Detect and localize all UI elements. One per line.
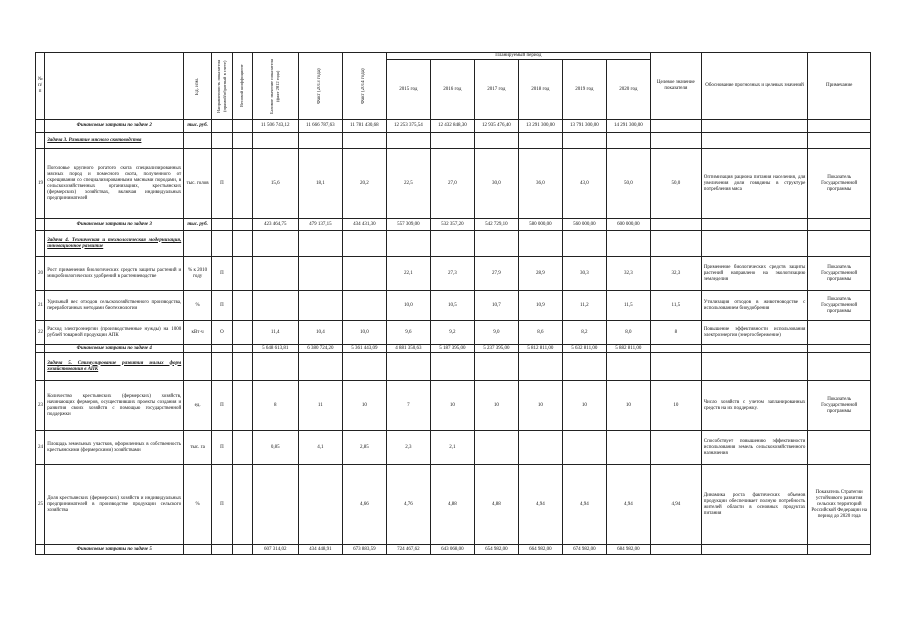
table-row-24 (36, 431, 871, 465)
row-unit: % к 2010 году (184, 257, 212, 291)
fin-value: 724 467,62 (386, 545, 430, 555)
header-year: 2018 год (518, 60, 562, 120)
row-value: 36,0 (518, 149, 562, 219)
row-num: 20 (36, 257, 45, 291)
row-desc: Рост применения биологических средств защиты растений и микробиологических удобрений в растениеводстве (45, 257, 184, 291)
row-direction: П (212, 149, 233, 219)
fin-value: 12 253 375,54 (386, 120, 430, 133)
table-row-20 (36, 257, 871, 291)
row-target: 10 (650, 381, 701, 431)
row-value: 10,5 (430, 291, 474, 321)
row-value: 4,76 (386, 465, 430, 545)
row-value: 9,2 (430, 321, 474, 345)
table-row-19 (36, 149, 871, 219)
row-unit: кВт·ч (184, 321, 212, 345)
fin-value: 11 506 743,12 (252, 120, 298, 133)
row-desc: Удельный вес отходов сельскохозяйственного производства, переработанных методами биотехнологии (45, 291, 184, 321)
header-year: 2019 год (562, 60, 606, 120)
row-unit: % (184, 465, 212, 545)
fin-unit: тыс. руб. (184, 219, 212, 231)
row-justification: Способствует повышению эффективности использования земель сельскохозяйственного назначения (701, 431, 808, 465)
task-row-5 (36, 353, 871, 381)
fin-value: 607 314,02 (252, 545, 298, 555)
row-value: 4,66 (342, 465, 386, 545)
fin-label: Финансовые затраты по задаче 2 (45, 120, 184, 133)
row-justification: Динамика роста фактических объемов продукции обеспечивает полную потребность жителей области в основных продуктах питания (701, 465, 808, 545)
row-note: Показатель Государственной программы (808, 381, 871, 431)
row-value: 7 (386, 381, 430, 431)
table-row-22 (36, 321, 871, 345)
table-row-25 (36, 465, 871, 545)
row-target: 8 (650, 321, 701, 345)
fin-value: 542 729,10 (474, 219, 518, 231)
row-value (252, 291, 298, 321)
row-value: 22,5 (386, 149, 430, 219)
row-note: Показатель Государственной программы (808, 257, 871, 291)
row-value: 27,0 (430, 149, 474, 219)
row-justification: Применение биологических средств защиты растений направлено на экологизацию земледелия (701, 257, 808, 291)
fin-unit: тыс. руб. (184, 120, 212, 133)
row-value: 11,4 (252, 321, 298, 345)
row-value: 8 (252, 381, 298, 431)
row-target: 32,3 (650, 257, 701, 291)
row-value: 2,1 (430, 431, 474, 465)
fin-value: 5 648 613,81 (252, 345, 298, 353)
fin-label: Финансовые затраты по задаче 4 (45, 345, 184, 353)
row-value: 11 (298, 381, 342, 431)
header-note: Примечание (808, 53, 871, 120)
task-row-3 (36, 133, 871, 149)
row-value: 10,0 (386, 291, 430, 321)
table-row-21 (36, 291, 871, 321)
row-value: 10 (342, 381, 386, 431)
row-value (298, 465, 342, 545)
row-value: 2,85 (342, 431, 386, 465)
row-direction: П (212, 381, 233, 431)
fin-value: 12 432 848,30 (430, 120, 474, 133)
row-desc: Поголовье крупного рогатого скота специализированных мясных пород и помесного скота, полученного от скрещивания со специализированными мясными породами, в сельскохозяйственных организациях, крестьянских (фермерских) хозяйствах, включая индивидуальных предпринимателей (45, 149, 184, 219)
header-justification: Обоснование прогнозных и целевых значений (701, 53, 808, 120)
row-value (298, 291, 342, 321)
row-justification: Утилизация отходов в животноводстве с использованием биоудобрения (701, 291, 808, 321)
row-value: 2,3 (386, 431, 430, 465)
fin-value: 5 237 395,00 (474, 345, 518, 353)
fin-value: 479 137,15 (298, 219, 342, 231)
row-value: 8,0 (606, 321, 650, 345)
row-value: 11,5 (606, 291, 650, 321)
fin-value: 13 791 300,00 (562, 120, 606, 133)
row-value: 4,94 (606, 465, 650, 545)
fin-value: 5 812 811,00 (518, 345, 562, 353)
row-desc: Площадь земельных участков, оформленных в собственность крестьянскими (фермерскими) хозяйствами (45, 431, 184, 465)
row-value (252, 465, 298, 545)
row-value: 27,3 (430, 257, 474, 291)
row-num: 19 (36, 149, 45, 219)
header-unit: Ед. изм. (184, 53, 212, 120)
row-direction: П (212, 257, 233, 291)
fin-value: 12 935 476,40 (474, 120, 518, 133)
fin-value: 434 448,91 (298, 545, 342, 555)
row-value: 15,6 (252, 149, 298, 219)
row-num: 24 (36, 431, 45, 465)
row-value (562, 431, 606, 465)
row-note: Показатель Государственной программы (808, 149, 871, 219)
row-value: 30,0 (474, 149, 518, 219)
row-value (298, 257, 342, 291)
row-note (808, 321, 871, 345)
row-value: 50,0 (606, 149, 650, 219)
header-year: 2015 год (386, 60, 430, 120)
header-target: Целевое значение показателя (650, 53, 701, 120)
row-value: 0,85 (252, 431, 298, 465)
row-value: 43,0 (562, 149, 606, 219)
header-base: Базовое значение показателя (факт 2012 года) (252, 53, 298, 120)
fin-value: 14 291 300,00 (606, 120, 650, 133)
row-unit: тыс. голов (184, 149, 212, 219)
row-value: 4,88 (430, 465, 474, 545)
fin-value: 5 882 811,00 (606, 345, 650, 353)
task-row-4 (36, 231, 871, 257)
fin-value: 11 781 430,68 (342, 120, 386, 133)
row-value: 10 (562, 381, 606, 431)
row-value: 11,2 (562, 291, 606, 321)
row-value: 10 (518, 381, 562, 431)
header-direction: Направленность показателя (прямой/обратный в счете) (212, 53, 233, 120)
row-direction: О (212, 321, 233, 345)
fin-label: Финансовые затраты по задаче 5 (45, 545, 184, 555)
row-value: 4,1 (298, 431, 342, 465)
row-note: Показатель Государственной программы (808, 291, 871, 321)
row-note: Показатель Стратегии устойчивого развития сельских территорий Российской Федерации на период до 2020 года (808, 465, 871, 545)
row-value (252, 257, 298, 291)
fin-row-task4 (36, 345, 871, 353)
row-target: 11,5 (650, 291, 701, 321)
header-weight: Весовой коэффициент (232, 53, 252, 120)
row-value: 9,0 (474, 321, 518, 345)
fin-value: 643 068,00 (430, 545, 474, 555)
row-num: 22 (36, 321, 45, 345)
row-value: 22,1 (386, 257, 430, 291)
fin-value: 13 291 300,00 (518, 120, 562, 133)
row-value: 10,4 (298, 321, 342, 345)
fin-value: 532 357,20 (430, 219, 474, 231)
row-value: 8,6 (518, 321, 562, 345)
fin-value: 11 666 787,63 (298, 120, 342, 133)
table-row-23 (36, 381, 871, 431)
row-value: 10,0 (342, 321, 386, 345)
fin-value: 654 982,00 (474, 545, 518, 555)
row-value: 30,3 (562, 257, 606, 291)
task-title: Задача 5. Стимулирование развития малых форм хозяйствования в АПК (45, 353, 184, 381)
row-unit: тыс. га (184, 431, 212, 465)
row-value (474, 431, 518, 465)
row-value: 10 (430, 381, 474, 431)
row-target: 50,0 (650, 149, 701, 219)
fin-value: 5 632 811,00 (562, 345, 606, 353)
fin-value: 674 982,00 (562, 545, 606, 555)
fin-row-task2 (36, 120, 871, 133)
row-value: 20,2 (342, 149, 386, 219)
fin-value: 664 982,00 (518, 545, 562, 555)
fin-value: 600 000,00 (606, 219, 650, 231)
row-desc: Доля крестьянских (фермерских) хозяйств и индивидуальных предпринимателей в производстве продукции сельского хозяйства (45, 465, 184, 545)
row-num: 25 (36, 465, 45, 545)
row-justification: Оптимизация рациона питания населения, для увеличения доли говядины в структуре потребления мяса (701, 149, 808, 219)
row-value: 8,2 (562, 321, 606, 345)
row-value: 4,88 (474, 465, 518, 545)
row-unit: ед. (184, 381, 212, 431)
row-desc: Расход электроэнергии (производственные нужды) на 1000 рублей товарной продукции АПК (45, 321, 184, 345)
fin-value: 423 464,75 (252, 219, 298, 231)
row-value (342, 291, 386, 321)
indicators-table (35, 52, 871, 555)
row-note (808, 431, 871, 465)
fin-value: 580 000,00 (518, 219, 562, 231)
row-value (606, 431, 650, 465)
task-title: Задача 4. Техническая и технологическая модернизация, инновационное развитие (45, 231, 184, 257)
row-justification: Повышение эффективности использования электроэнергии (энергосбережение) (701, 321, 808, 345)
header-planned: Планируемый период (386, 53, 650, 60)
header-fact2014: Факт (2014 года) (342, 53, 386, 120)
row-num: 21 (36, 291, 45, 321)
header-year: 2016 год (430, 60, 474, 120)
header-fact2013: Факт (2013 года) (298, 53, 342, 120)
row-value (342, 257, 386, 291)
header-desc (45, 53, 184, 120)
row-value: 32,3 (606, 257, 650, 291)
fin-value: 6 380 724,20 (298, 345, 342, 353)
row-value: 18,1 (298, 149, 342, 219)
task-title: Задача 3. Развитие мясного скотоводства (45, 133, 184, 149)
fin-row-task3 (36, 219, 871, 231)
row-desc: Количество крестьянских (фермерских) хозяйств, начинающих фермеров, осуществивших проекты создания и развития своих хозяйств с помощью государственной поддержки (45, 381, 184, 431)
fin-value: 434 431,30 (342, 219, 386, 231)
row-justification: Число хозяйств с учетом запланированных средств на их поддержку. (701, 381, 808, 431)
fin-label: Финансовые затраты по задаче 3 (45, 219, 184, 231)
row-target: 4,94 (650, 465, 701, 545)
fin-value: 684 982,00 (606, 545, 650, 555)
fin-value: 4 881 350,63 (386, 345, 430, 353)
row-value (518, 431, 562, 465)
row-value: 28,9 (518, 257, 562, 291)
row-value: 9,6 (386, 321, 430, 345)
header-year: 2017 год (474, 60, 518, 120)
row-num: 23 (36, 381, 45, 431)
fin-row-task5 (36, 545, 871, 555)
row-value: 10 (474, 381, 518, 431)
fin-value: 673 883,59 (342, 545, 386, 555)
header-row-1 (36, 53, 871, 60)
row-direction: П (212, 431, 233, 465)
fin-value: 557 309,00 (386, 219, 430, 231)
fin-value: 560 000,00 (562, 219, 606, 231)
row-direction: П (212, 291, 233, 321)
fin-value: 5 187 395,00 (430, 345, 474, 353)
row-value: 10 (606, 381, 650, 431)
row-value: 4,94 (562, 465, 606, 545)
header-num: № п/п (36, 53, 45, 120)
header-year: 2020 год (606, 60, 650, 120)
row-value: 4,94 (518, 465, 562, 545)
row-value: 10,9 (518, 291, 562, 321)
row-unit: % (184, 291, 212, 321)
fin-value: 5 361 443,09 (342, 345, 386, 353)
row-target (650, 431, 701, 465)
row-value: 10,7 (474, 291, 518, 321)
row-direction: П (212, 465, 233, 545)
row-value: 27,9 (474, 257, 518, 291)
